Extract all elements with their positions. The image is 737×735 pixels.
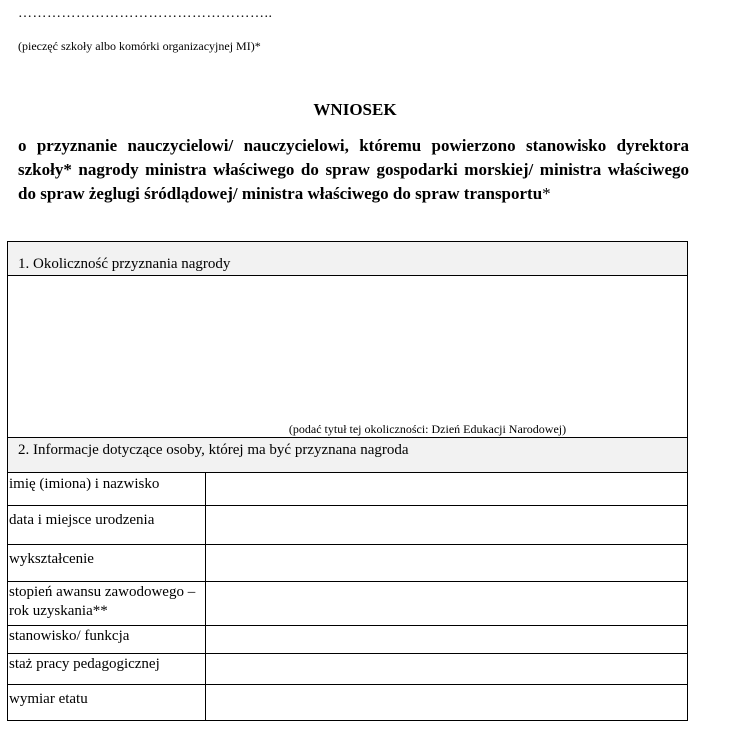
subtitle-asterisk: * bbox=[542, 184, 551, 203]
row-label-position: stanowisko/ funkcja bbox=[9, 628, 130, 644]
workload-field[interactable] bbox=[207, 685, 686, 720]
stamp-note: (pieczęć szkoły albo komórki organizacyjnej MI)* bbox=[18, 39, 261, 53]
document-title: WNIOSEK bbox=[313, 100, 397, 119]
education-field[interactable] bbox=[207, 545, 686, 581]
document-subtitle bbox=[18, 134, 689, 206]
occasion-note: (podać tytuł tej okoliczności: Dzień Edukacji Narodowej) bbox=[288, 422, 567, 436]
row-label-birth: data i miejsce urodzenia bbox=[9, 512, 155, 528]
row-label-workload: wymiar etatu bbox=[9, 691, 88, 707]
occasion-field[interactable] bbox=[8, 276, 686, 424]
promotion-field[interactable] bbox=[207, 582, 686, 625]
section2-heading: 2. Informacje dotyczące osoby, której ma być przyznana nagroda bbox=[8, 438, 687, 472]
birth-field[interactable] bbox=[207, 506, 686, 544]
application-form bbox=[7, 241, 688, 721]
row-label-name: imię (imiona) i nazwisko bbox=[9, 476, 160, 492]
row-label-education: wykształcenie bbox=[9, 551, 94, 567]
row-label-seniority: staż pracy pedagogicznej bbox=[9, 656, 160, 672]
seniority-field[interactable] bbox=[207, 654, 686, 684]
position-field[interactable] bbox=[207, 626, 686, 653]
row-label-promotion: stopień awansu zawodowego – rok uzyskania** bbox=[9, 584, 196, 619]
subtitle-text: o przyznanie nauczycielowi/ nauczycielowi, któremu powierzono stanowisko dyrektora szkoły* nagrody ministra właściwego do spraw gospodarki morskiej/ ministra właściwego do spraw żeglugi śródlądowej/ ministra właściwego do spraw transportu bbox=[18, 136, 689, 203]
name-field[interactable] bbox=[207, 473, 686, 505]
section1-heading: 1. Okoliczność przyznania nagrody bbox=[8, 242, 687, 275]
stamp-placeholder-line: …………………………………………….. bbox=[18, 6, 273, 21]
